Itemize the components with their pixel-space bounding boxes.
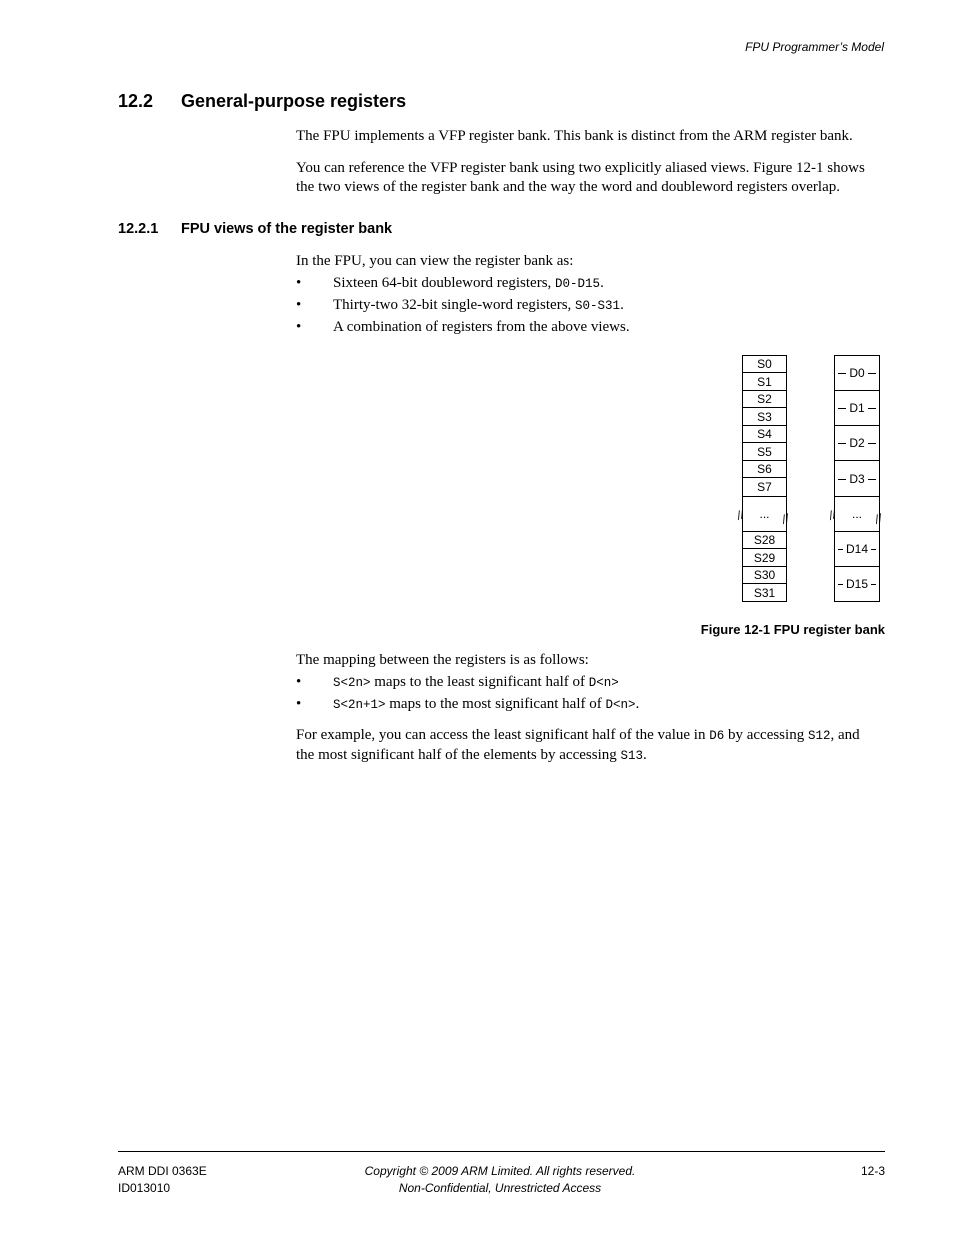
single-register-cell: S31 [742, 583, 787, 602]
running-header: FPU Programmer’s Model [745, 40, 884, 54]
text-span: the most significant half of the elements by accessing [296, 746, 621, 763]
double-register-label: D0 [846, 366, 867, 380]
ellipsis: ... [851, 507, 862, 521]
copyright-notice: Copyright © 2009 ARM Limited. All rights reserved. [364, 1164, 636, 1178]
code-span: S<2n> [333, 676, 371, 690]
single-register-cell: S7 [742, 477, 787, 497]
text-span: . [643, 746, 647, 763]
footer-left [118, 1163, 207, 1197]
code-span: D<n> [588, 676, 619, 690]
code-span: S<2n+1> [333, 698, 386, 712]
double-register-cell [834, 355, 880, 391]
text-span: , and [830, 727, 860, 743]
section-number: 12.2 [118, 91, 154, 111]
intro-paragraph-2-line-1: You can reference the VFP register bank using two explicitly aliased views. Figure 12-1 shows [296, 160, 865, 176]
subsection-title: FPU views of the register bank [181, 221, 393, 237]
example-line-1 [296, 726, 888, 746]
single-register-cell: S30 [742, 566, 787, 584]
intro-paragraph-2-line-2: the two views of the register bank and the way the word and doubleword registers overlap. [296, 178, 841, 195]
break-mark: // [779, 511, 791, 527]
single-register-cell: S1 [742, 372, 787, 391]
footer-center [300, 1163, 700, 1197]
double-register-label: D14 [843, 542, 871, 556]
views-lead: In the FPU, you can view the register bank as: [296, 253, 574, 269]
break-mark: // [826, 507, 838, 523]
footer-rule [118, 1151, 885, 1152]
single-register-cell: S3 [742, 407, 787, 426]
access-notice: Non-Confidential, Unrestricted Access [398, 1181, 602, 1195]
bullet-item [296, 695, 639, 715]
double-register-cell [834, 425, 880, 461]
bullet-dot: • [296, 319, 302, 335]
figure-caption: Figure 12-1 FPU register bank [700, 622, 885, 637]
single-register-cell: S2 [742, 390, 787, 408]
bullet-item [296, 296, 624, 316]
bullet-item [296, 274, 604, 294]
double-register-label: D2 [846, 436, 867, 450]
section-title: General-purpose registers [181, 91, 407, 111]
section-heading [118, 91, 406, 112]
bullet-end: . [620, 297, 624, 313]
page-number: 12-3 [860, 1164, 885, 1178]
bullet-text: maps to the most significant half of [385, 696, 606, 712]
code-span: S0-S31 [575, 299, 621, 313]
bullet-dot: • [296, 297, 302, 313]
ellipsis: ... [759, 507, 770, 521]
code-span: D<n> [605, 698, 636, 712]
double-register-label: D1 [846, 401, 867, 415]
double-register-cell [834, 566, 880, 602]
bullet-end: . [635, 696, 640, 712]
double-register-cell [834, 531, 880, 567]
intro-paragraph-2 [296, 159, 888, 196]
code-span: D0-D15 [555, 277, 601, 291]
single-register-cell: S4 [742, 425, 787, 443]
example-paragraph [296, 726, 888, 765]
double-register-cell [834, 460, 880, 497]
bullet-text: Thirty-two 32-bit single-word registers, [333, 297, 576, 313]
bullet-text: Sixteen 64-bit doubleword registers, [333, 275, 556, 291]
code-span: S13 [620, 748, 644, 763]
break-mark: // [734, 507, 746, 523]
double-register-label: D15 [843, 577, 871, 591]
bullet-text: maps to the least significant half of [370, 674, 589, 690]
single-register-cell: S0 [742, 355, 787, 373]
subsection-number: 12.2.1 [118, 221, 159, 237]
bullet-dot: • [296, 696, 302, 712]
bullet-dot: • [296, 275, 302, 291]
double-register-label: D3 [846, 472, 867, 486]
mapping-lead: The mapping between the registers is as follows: [296, 652, 589, 668]
issue-id: ID013010 [118, 1181, 171, 1195]
bullet-dot: • [296, 674, 302, 690]
code-span: S12 [807, 729, 831, 743]
single-register-cell: S5 [742, 442, 787, 461]
text-span: by accessing [724, 727, 808, 743]
intro-paragraph-1: The FPU implements a VFP register bank. This bank is distinct from the ARM register bank. [296, 128, 853, 144]
double-register-cell [834, 390, 880, 426]
example-line-2 [296, 746, 888, 766]
single-register-cell: S28 [742, 531, 787, 549]
doc-id: ARM DDI 0363E [118, 1164, 207, 1178]
break-mark: // [872, 511, 884, 527]
single-register-cell: S29 [742, 548, 787, 567]
bullet-text: A combination of registers from the above views. [333, 319, 630, 335]
text-span: For example, you can access the least significant half of the value in [296, 727, 710, 743]
subsection-heading [118, 221, 392, 237]
bullet-end: . [600, 275, 604, 291]
single-register-cell: S6 [742, 460, 787, 478]
code-span: D6 [709, 729, 725, 743]
bullet-item [296, 318, 630, 337]
bullet-item [296, 673, 619, 693]
